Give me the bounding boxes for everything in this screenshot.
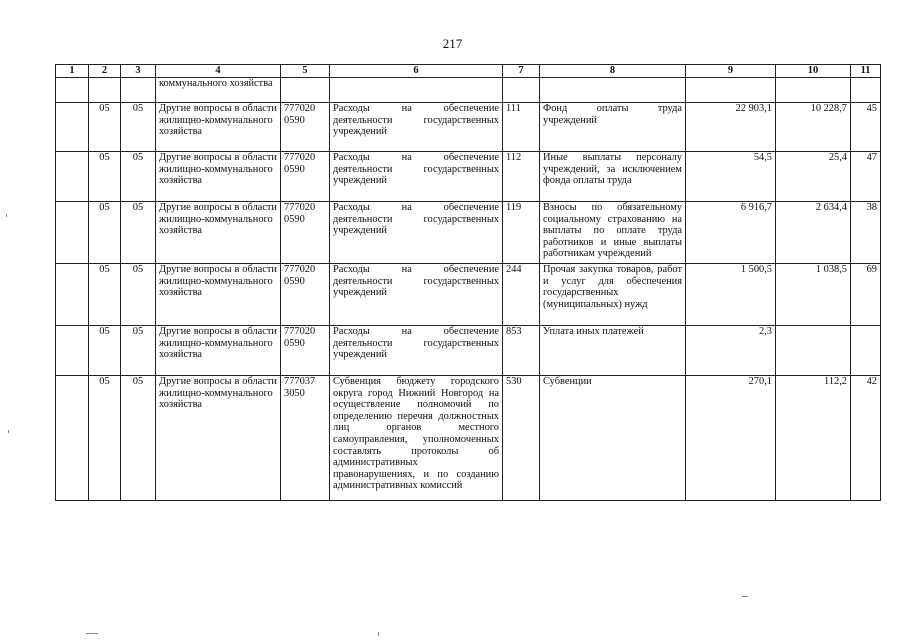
column-number: 6 (330, 65, 503, 78)
expense-type-code: 119 (503, 202, 540, 264)
column-number: 11 (851, 65, 881, 78)
actual-amount: 112,2 (776, 376, 851, 501)
target-article-code: 777020 0590 (281, 152, 330, 202)
section-code: 05 (89, 152, 121, 202)
subsection-name: Другие вопросы в области жилищно-коммунального хозяйства (156, 103, 281, 152)
target-article-name: Субвенция бюджету городского округа город Нижний Новгород на осуществление полномочий по определению перечня должностных лиц органов местного самоуправления, уполномоченных составлять протоколы об административных правонарушениях, и по созданию административных комиссий (330, 376, 503, 501)
plan-amount: 54,5 (686, 152, 776, 202)
section-code: 05 (89, 326, 121, 376)
subsection-code: 05 (121, 376, 156, 501)
page-number: 217 (442, 36, 463, 51)
column-number-row (56, 65, 881, 78)
scan-mark (378, 632, 379, 636)
subsection-code: 05 (121, 264, 156, 326)
column-number: 1 (56, 65, 89, 78)
expense-type-code: 853 (503, 326, 540, 376)
section-code: 05 (89, 376, 121, 501)
subsection-name: Другие вопросы в области жилищно-коммунального хозяйства (156, 326, 281, 376)
subsection-name: Другие вопросы в области жилищно-коммунального хозяйства (156, 152, 281, 202)
plan-amount: 270,1 (686, 376, 776, 501)
target-article-name: Расходы на обеспечение деятельности государственных учреждений (330, 326, 503, 376)
target-article-code: 777037 3050 (281, 376, 330, 501)
scan-mark (6, 214, 7, 217)
plan-amount: 22 903,1 (686, 103, 776, 152)
table-row (56, 376, 881, 501)
continued-row (56, 78, 881, 103)
column-number: 8 (540, 65, 686, 78)
table-row (56, 152, 881, 202)
column-number: 10 (776, 65, 851, 78)
actual-amount: 10 228,7 (776, 103, 851, 152)
actual-amount: 2 634,4 (776, 202, 851, 264)
table-row (56, 202, 881, 264)
column-number: 4 (156, 65, 281, 78)
actual-amount: 1 038,5 (776, 264, 851, 326)
target-article-name: Расходы на обеспечение деятельности государственных учреждений (330, 152, 503, 202)
subsection-code: 05 (121, 202, 156, 264)
expense-type-name: Иные выплаты персоналу учреждений, за исключением фонда оплаты труда (540, 152, 686, 202)
subsection-name: Другие вопросы в области жилищно-коммунального хозяйства (156, 264, 281, 326)
table-row (56, 326, 881, 376)
plan-amount: 2,3 (686, 326, 776, 376)
expense-type-name: Взносы по обязательному социальному страхованию на выплаты по оплате труда работников и иные выплаты работникам учреждений (540, 202, 686, 264)
expense-type-name: Субвенции (540, 376, 686, 501)
section-code: 05 (89, 103, 121, 152)
section-code: 05 (89, 264, 121, 326)
table-row (56, 103, 881, 152)
plan-amount: 6 916,7 (686, 202, 776, 264)
target-article-name: Расходы на обеспечение деятельности государственных учреждений (330, 202, 503, 264)
expense-type-code: 530 (503, 376, 540, 501)
budget-table (55, 64, 881, 501)
percent-executed: 45 (851, 103, 881, 152)
percent-executed: 42 (851, 376, 881, 501)
expense-type-name: Уплата иных платежей (540, 326, 686, 376)
plan-amount: 1 500,5 (686, 264, 776, 326)
table-row (56, 264, 881, 326)
column-number: 3 (121, 65, 156, 78)
subsection-name: Другие вопросы в области жилищно-коммунального хозяйства (156, 376, 281, 501)
actual-amount: 25,4 (776, 152, 851, 202)
expense-type-code: 244 (503, 264, 540, 326)
actual-amount (776, 326, 851, 376)
scan-mark (742, 596, 748, 597)
target-article-code: 777020 0590 (281, 326, 330, 376)
column-number: 7 (503, 65, 540, 78)
scan-mark (8, 430, 9, 433)
percent-executed: 69 (851, 264, 881, 326)
target-article-name: Расходы на обеспечение деятельности государственных учреждений (330, 264, 503, 326)
percent-executed: 47 (851, 152, 881, 202)
table-header (56, 65, 881, 78)
section-name-continued: коммунального хозяйства (156, 78, 281, 103)
expense-type-name: Фонд оплаты труда учреждений (540, 103, 686, 152)
target-article-code: 777020 0590 (281, 202, 330, 264)
target-article-code: 777020 0590 (281, 103, 330, 152)
section-code: 05 (89, 202, 121, 264)
percent-executed (851, 326, 881, 376)
column-number: 2 (89, 65, 121, 78)
subsection-code: 05 (121, 103, 156, 152)
scan-mark (86, 633, 98, 634)
subsection-code: 05 (121, 326, 156, 376)
subsection-code: 05 (121, 152, 156, 202)
expense-type-code: 112 (503, 152, 540, 202)
column-number: 5 (281, 65, 330, 78)
target-article-name: Расходы на обеспечение деятельности государственных учреждений (330, 103, 503, 152)
percent-executed: 38 (851, 202, 881, 264)
target-article-code: 777020 0590 (281, 264, 330, 326)
column-number: 9 (686, 65, 776, 78)
subsection-name: Другие вопросы в области жилищно-коммунального хозяйства (156, 202, 281, 264)
expense-type-name: Прочая закупка товаров, работ и услуг для обеспечения государственных (муниципальных) нужд (540, 264, 686, 326)
expense-type-code: 111 (503, 103, 540, 152)
